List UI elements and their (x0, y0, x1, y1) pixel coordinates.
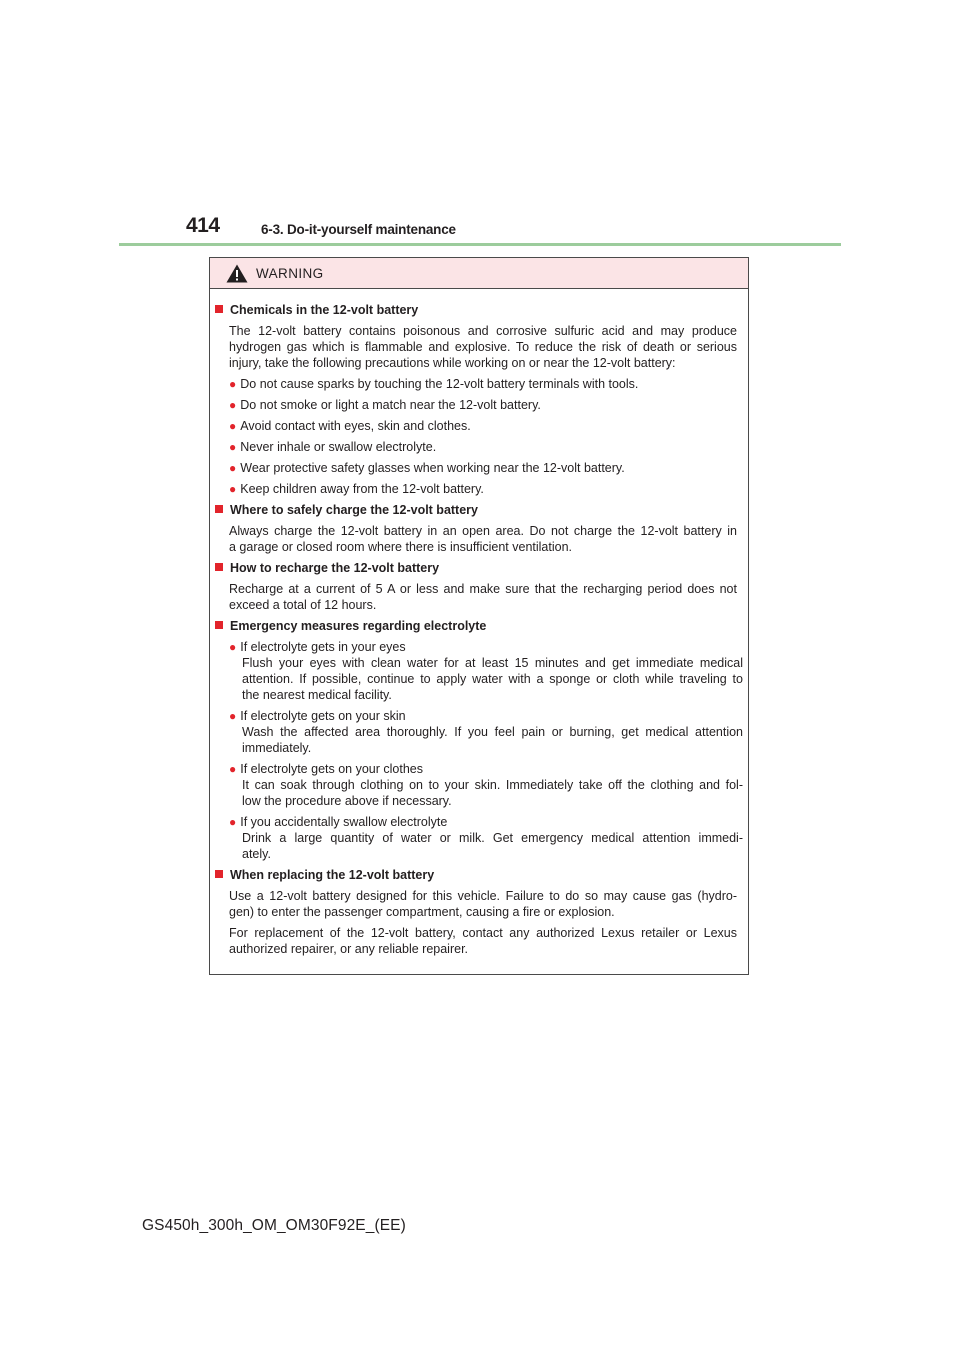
body-text: a garage or closed room where there is insufficient ventilation. (229, 540, 573, 554)
body-text: exceed a total of 12 hours. (229, 598, 377, 612)
bullet-item: ● Do not cause sparks by touching the 12-volt battery terminals with tools. (229, 377, 639, 391)
body-text: Recharge at a current of 5 A or less and make sure that the recharging period does not (229, 582, 737, 596)
body-text: authorized repairer, or any reliable repairer. (229, 942, 469, 956)
body-text: The 12-volt battery contains poisonous and corrosive sulfuric acid and may produce (229, 324, 737, 338)
bullet-item: ● Wear protective safety glasses when working near the 12-volt battery. (229, 461, 625, 475)
red-dot-marker: ● (229, 640, 237, 654)
red-square-marker (215, 563, 223, 571)
red-dot-marker: ● (229, 419, 237, 433)
red-square-marker (215, 305, 223, 313)
body-text: hydrogen gas which is flammable and explosive. To reduce the risk of death or serious (229, 340, 737, 354)
red-dot-marker: ● (229, 440, 237, 454)
page-number: 414 (186, 214, 220, 237)
red-dot-marker: ● (229, 461, 237, 475)
bullet-text: attention. If possible, continue to apply water with a sponge or cloth while traveling to (242, 672, 743, 686)
bullet-item: ● Never inhale or swallow electrolyte. (229, 440, 437, 454)
bullet-text: ately. (242, 847, 271, 861)
bullet-text: Flush your eyes with clean water for at least 15 minutes and get immediate medical (242, 656, 743, 670)
body-text: Use a 12-volt battery designed for this vehicle. Failure to do so may cause gas (hydro- (229, 889, 737, 903)
section-heading: How to recharge the 12-volt battery (215, 560, 439, 576)
red-square-marker (215, 870, 223, 878)
red-square-marker (215, 621, 223, 629)
bullet-item: ● If electrolyte gets in your eyes (229, 640, 406, 654)
bullet-text: low the procedure above if necessary. (242, 794, 452, 808)
body-text: gen) to enter the passenger compartment, causing a fire or explosion. (229, 905, 615, 919)
section-heading: When replacing the 12-volt battery (215, 867, 434, 883)
red-dot-marker: ● (229, 762, 237, 776)
bullet-item: ● If you accidentally swallow electrolyte (229, 815, 448, 829)
bullet-item: ● Do not smoke or light a match near the 12-volt battery. (229, 398, 541, 412)
warning-triangle-icon (226, 264, 248, 283)
bullet-item: ● If electrolyte gets on your skin (229, 709, 406, 723)
bullet-text: the nearest medical facility. (242, 688, 392, 702)
bullet-text: It can soak through clothing on to your skin. Immediately take off the clothing and fol- (242, 778, 743, 792)
section-heading: Where to safely charge the 12-volt battery (215, 502, 478, 518)
section-heading: Emergency measures regarding electrolyte (215, 618, 486, 634)
red-dot-marker: ● (229, 482, 237, 496)
body-text: Always charge the 12-volt battery in an open area. Do not charge the 12-volt battery in (229, 524, 737, 538)
warning-header (210, 258, 748, 289)
bullet-item: ● Keep children away from the 12-volt battery. (229, 482, 484, 496)
body-text: For replacement of the 12-volt battery, contact any authorized Lexus retailer or Lexus (229, 926, 737, 940)
warning-body (210, 288, 748, 974)
bullet-item: ● Avoid contact with eyes, skin and clothes. (229, 419, 471, 433)
section-heading: Chemicals in the 12-volt battery (215, 302, 418, 318)
red-dot-marker: ● (229, 398, 237, 412)
bullet-text: Wash the affected area thoroughly. If you feel pain or burning, get medical attention (242, 725, 743, 739)
bullet-text: Drink a large quantity of water or milk. Get emergency medical attention immedi- (242, 831, 743, 845)
red-dot-marker: ● (229, 815, 237, 829)
body-text: injury, take the following precautions while working on or near the 12-volt battery: (229, 356, 676, 370)
header-rule (119, 243, 841, 246)
red-dot-marker: ● (229, 709, 237, 723)
footer-code: GS450h_300h_OM_OM30F92E_(EE) (142, 1217, 406, 1234)
warning-label: WARNING (256, 265, 324, 281)
section-title: 6-3. Do-it-yourself maintenance (261, 222, 456, 237)
red-square-marker (215, 505, 223, 513)
red-dot-marker: ● (229, 377, 237, 391)
bullet-item: ● If electrolyte gets on your clothes (229, 762, 423, 776)
bullet-text: immediately. (242, 741, 312, 755)
warning-box (209, 257, 749, 975)
